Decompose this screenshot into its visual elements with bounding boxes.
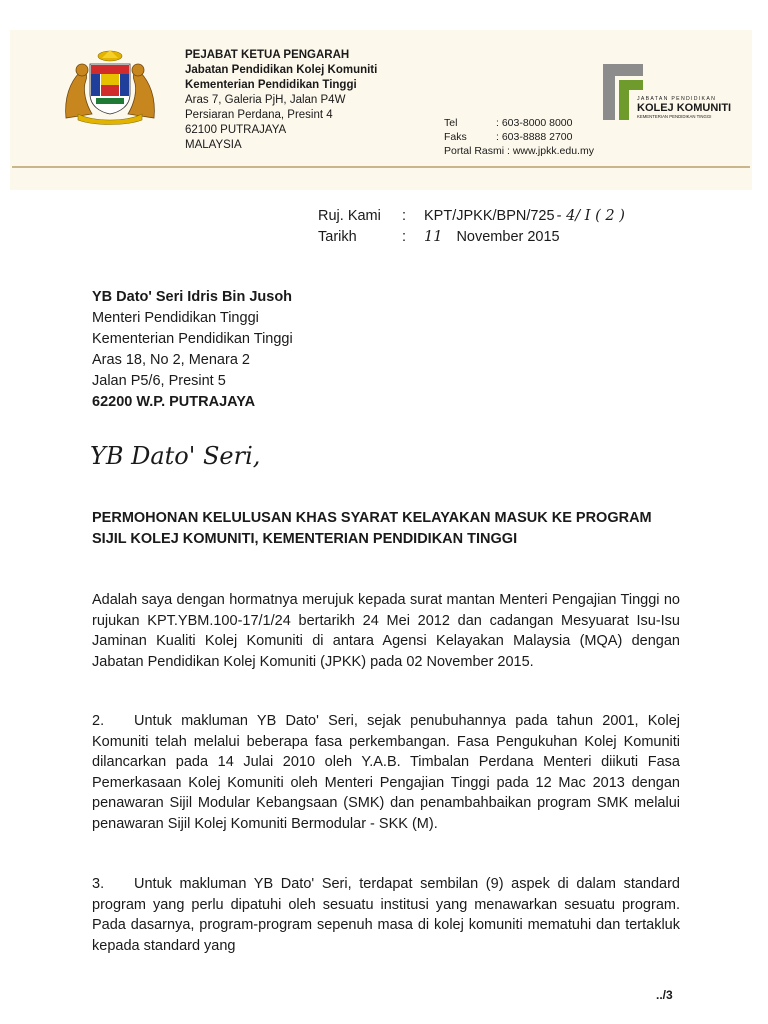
coat-of-arms-icon <box>58 48 162 126</box>
tarikh-rest: November 2015 <box>456 229 560 245</box>
paragraph-number: 3. <box>92 876 105 892</box>
recipient-postcode: 62200 W.P. PUTRAJAYA <box>92 394 256 410</box>
tarikh-label: Tarikh <box>318 229 357 245</box>
logo-ministry: KEMENTERIAN PENDIDIKAN TINGGI <box>637 114 712 119</box>
portal-link[interactable]: Portal Rasmi : www.jpkk.edu.my <box>444 145 594 157</box>
letter-subject: PERMOHONAN KELULUSAN KHAS SYARAT KELAYAKAN MASUK KE PROGRAM SIJIL KOLEJ KOMUNITI, KEMENTERIAN PENDIDIKAN TINGGI <box>92 510 652 547</box>
tarikh-day: 11 <box>424 229 443 245</box>
office-line: MALAYSIA <box>185 139 242 151</box>
tel-label: Tel <box>444 117 458 129</box>
recipient-line: Jalan P5/6, Presint 5 <box>92 373 226 389</box>
paragraph-text: Adalah saya dengan hormatnya merujuk kepada surat mantan Menteri Pengajian Tinggi no rujukan KPT.YBM.100-17/1/24 bertarikh 24 Mei 2012 dan cadangan Mesyuarat Isu-Isu Jaminan Kualiti Kolej Komuniti di antara Agensi Kelayakan Malaysia (MQA) dengan Jabatan Pendidikan Kolej Komuniti (JPKK) pada 02 November 2015. <box>92 592 680 670</box>
fax-label: Faks <box>444 131 467 143</box>
paragraph-number: 2. <box>92 713 105 729</box>
paragraph-text: Untuk makluman YB Dato' Seri, terdapat sembilan (9) aspek di dalam standard program yang perlu dipatuhi oleh sesuatu institusi yang menawarkan sesuatu program. Pada dasarnya, program-program sepenuh masa di kolej komuniti mematuhi dan tertakluk kepada standard yang <box>92 876 680 954</box>
office-line: Persiaran Perdana, Presint 4 <box>185 109 333 121</box>
recipient-line: Aras 18, No 2, Menara 2 <box>92 352 250 368</box>
logo-name: KOLEJ KOMUNITI <box>637 102 732 114</box>
office-line: Kementerian Pendidikan Tinggi <box>185 79 357 91</box>
office-line: PEJABAT KETUA PENGARAH <box>185 49 350 61</box>
recipient-line: Menteri Pendidikan Tinggi <box>92 310 259 326</box>
recipient-line: Kementerian Pendidikan Tinggi <box>92 331 293 347</box>
paragraph-2 <box>92 711 680 834</box>
ruj-label: Ruj. Kami <box>318 208 381 224</box>
letterhead-divider <box>12 166 750 168</box>
handwritten-salutation: YB Dato' Seri, <box>90 442 261 470</box>
ruj-handwritten: - 4/ I ( 2 ) <box>556 208 625 224</box>
page-continuation: ../3 <box>656 988 673 1002</box>
recipient-name: YB Dato' Seri Idris Bin Jusoh <box>92 289 293 305</box>
logo-small-text: JABATAN PENDIDIKAN <box>637 96 717 102</box>
tel-value: : 603-8000 8000 <box>496 117 573 129</box>
paragraph-text: Untuk makluman YB Dato' Seri, sejak penubuhannya pada tahun 2001, Kolej Komuniti telah melalui beberapa fasa perkembangan. Fasa Pengukuhan Kolej Komuniti dilancarkan pada 14 Julai 2010 oleh Y.A.B. Timbalan Perdana Menteri diikuti Fasa Pemerkasaan Kolej Komuniti oleh Menteri Pengajian Tinggi pada 12 Mac 2013 dengan penawaran Sijil Modular Kebangsaan (SMK) dan penambahbaikan program SMK melalui penawaran Sijil Kolej Komuniti Bermodular - SKK (M). <box>92 713 680 832</box>
paragraph-1 <box>92 590 680 672</box>
ruj-value: KPT/JPKK/BPN/725 <box>424 208 555 224</box>
office-line: 62100 PUTRAJAYA <box>185 124 287 136</box>
recipient-address <box>92 287 293 413</box>
paragraph-3 <box>92 874 680 956</box>
office-line: Aras 7, Galeria PjH, Jalan P4W <box>185 94 346 106</box>
tarikh-colon: : <box>402 229 407 245</box>
office-address <box>185 48 377 153</box>
reference-block <box>318 206 625 248</box>
ruj-colon: : <box>402 208 407 224</box>
fax-value: : 603-8888 2700 <box>496 131 573 143</box>
contact-block <box>444 116 594 158</box>
kolej-komuniti-logo <box>601 62 751 122</box>
office-line: Jabatan Pendidikan Kolej Komuniti <box>185 64 378 76</box>
